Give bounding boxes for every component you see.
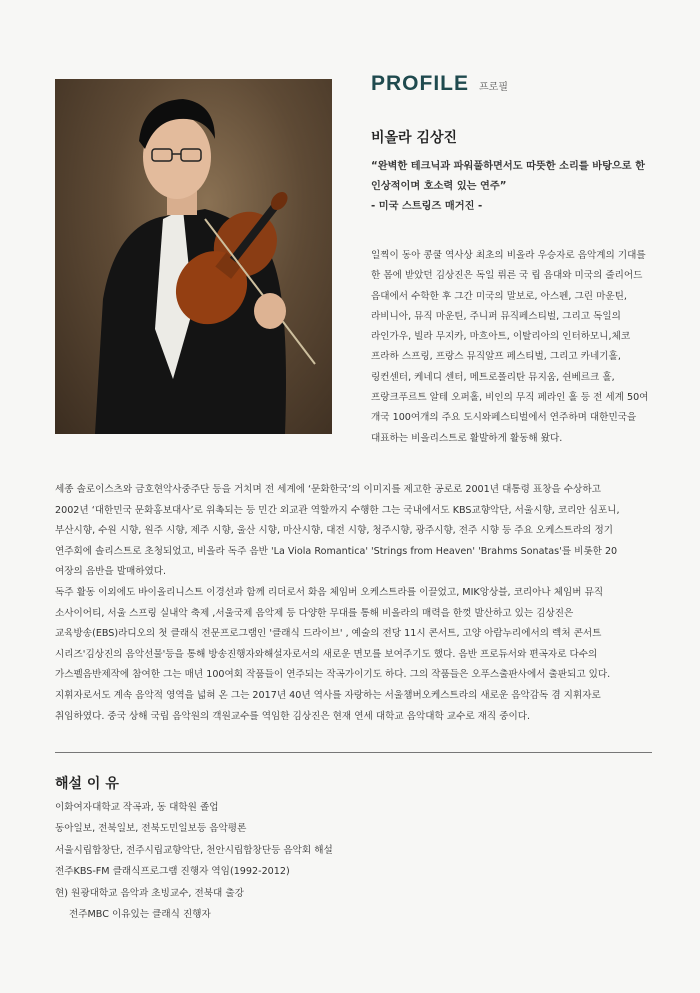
section-divider (55, 752, 652, 753)
career-line: 지휘자로서도 계속 음악적 영역을 넓혀 온 그는 2017년 40년 역사를 자랑하는 서울챔버오케스트라의 새로운 음악감독 겸 지휘자로 (55, 689, 601, 701)
profile-header (371, 72, 508, 96)
credential-line: 서울시립합창단, 전주시립교향악단, 천안시립합창단등 음악회 해설 (55, 844, 333, 856)
bio-line: 한 몸에 받았던 김상진은 독일 뤼른 국 립 음대와 미국의 줄리어드 (371, 270, 643, 282)
quote-line: 인상적이며 호소력 있는 연주” (371, 181, 507, 192)
quote-line: “완벽한 테크닉과 파워풀하면서도 따뜻한 소리를 바탕으로 한 (371, 161, 646, 172)
career-line: 여장의 음반을 발매하였다. (55, 566, 167, 578)
guide-title: 해설 이 유 (55, 776, 119, 792)
violist-portrait-image (55, 79, 332, 434)
bio-line: 프랑크푸르트 알테 오퍼홀, 비인의 무직 페라인 홀 등 전 세계 50여 (371, 392, 649, 404)
bio-line: 라인가우, 빌라 무지카, 마흐아트, 이탈리아의 인터하모니,체코 (371, 331, 631, 343)
guide-credentials (55, 797, 455, 925)
profile-subtitle: 프로필 (479, 82, 508, 93)
profile-title: PROFILE (371, 72, 470, 95)
quote-source: - 미국 스트링즈 매거진 - (371, 201, 483, 212)
press-quote (371, 157, 661, 217)
career-line: 부산시향, 수원 시향, 원주 시향, 제주 시향, 울산 시향, 마산시향, 대전 시향, 청주시향, 광주시향, 전주 시향 등 주요 오케스트라의 정기 (55, 525, 614, 537)
credential-line: 현) 원광대학교 음악과 초빙교수, 전북대 출강 (55, 887, 244, 899)
career-line: 독주 활동 이외에도 바이올리니스트 이경선과 함께 리더로서 화음 체임버 오케스트라를 이끌었고, MIK앙상블, 코리아나 체임버 뮤직 (55, 586, 604, 598)
bio-line: 음대에서 수학한 후 그간 미국의 말보로, 아스펜, 그린 마운틴, (371, 290, 627, 302)
career-line: 시리즈'김상진의 음악선물'등을 통해 방송진행자와해설자로서의 새로운 면모를 보여주기도 했다. 음반 프로듀서와 편곡자로 다수의 (55, 648, 598, 660)
credential-line: 이화여자대학교 작곡과, 동 대학원 졸업 (55, 802, 219, 813)
career-line: 취임하였다. 중국 상해 국립 음악원의 객원교수를 역임한 김상진은 현재 연세 대학교 음악대학 교수로 재직 중이다. (55, 710, 531, 722)
credential-line: 전주KBS-FM 클래식프로그램 진행자 역임(1992-2012) (55, 866, 290, 878)
career-line: 가스펠음반제작에 참여한 그는 매년 100여회 작품들이 연주되는 작곡가이기도 하다. 그의 작품들은 오푸스출판사에서 출판되고 있다. (55, 669, 611, 681)
artist-bio (371, 246, 663, 449)
bio-line: 대표하는 비올리스트로 활발하게 활동해 왔다. (371, 432, 563, 444)
career-line: 세종 솔로이스츠와 금호현악사중주단 등을 거치며 전 세계에 ‘문화한국’의 이미지를 제고한 공로로 2001년 대통령 표창을 수상하고 (55, 484, 601, 495)
credential-line: 전주MBC 이유있는 클래식 진행자 (69, 909, 211, 921)
artist-name: 비올라 김상진 (371, 130, 458, 146)
credential-line: 동아일보, 전북일보, 전북도민일보등 음악평론 (55, 823, 247, 835)
bio-line: 일찍이 동아 콩쿨 역사상 최초의 비올라 우승자로 음악계의 기대를 (371, 250, 646, 261)
bio-line: 링컨센터, 케네디 센터, 메트로폴리탄 뮤지움, 쉰베르크 홀, (371, 371, 615, 383)
career-line: 소사이어티, 서울 스프링 실내악 축제 ,서울국제 음악제 등 다양한 무대를 통해 비올라의 매력을 한껏 발산하고 있는 김상진은 (55, 607, 574, 619)
career-line: 2002년 ‘대한민국 문화홍보대사’로 위촉되는 등 민간 외교관 역할까지 수행한 그는 국내에서도 KBS교향악단, 서울시향, 코리안 심포니, (55, 504, 620, 516)
career-line: 교육방송(EBS)라디오의 첫 클래식 전문프로그램인 '클래식 드라이브' , 예술의 전당 11시 콘서트, 고양 아람누리에서의 렉처 콘서트 (55, 628, 602, 640)
career-paragraphs (55, 480, 660, 727)
bio-line: 개국 100여개의 주요 도시와페스티벌에서 연주하며 대한민국을 (371, 412, 637, 424)
artist-photo (55, 79, 332, 434)
bio-line: 프라하 스프링, 프랑스 뮤직알프 페스티벌, 그리고 카네기홀, (371, 351, 621, 363)
career-line: 연주회에 솔리스트로 초청되었고, 비올라 독주 음반 'La Viola Romantica' 'Strings from Heaven' 'Brahms Sonatas'를 비롯한 20 (55, 545, 618, 557)
bio-line: 라비니아, 뮤직 마운틴, 주니퍼 뮤직페스티벌, 그리고 독일의 (371, 310, 621, 322)
